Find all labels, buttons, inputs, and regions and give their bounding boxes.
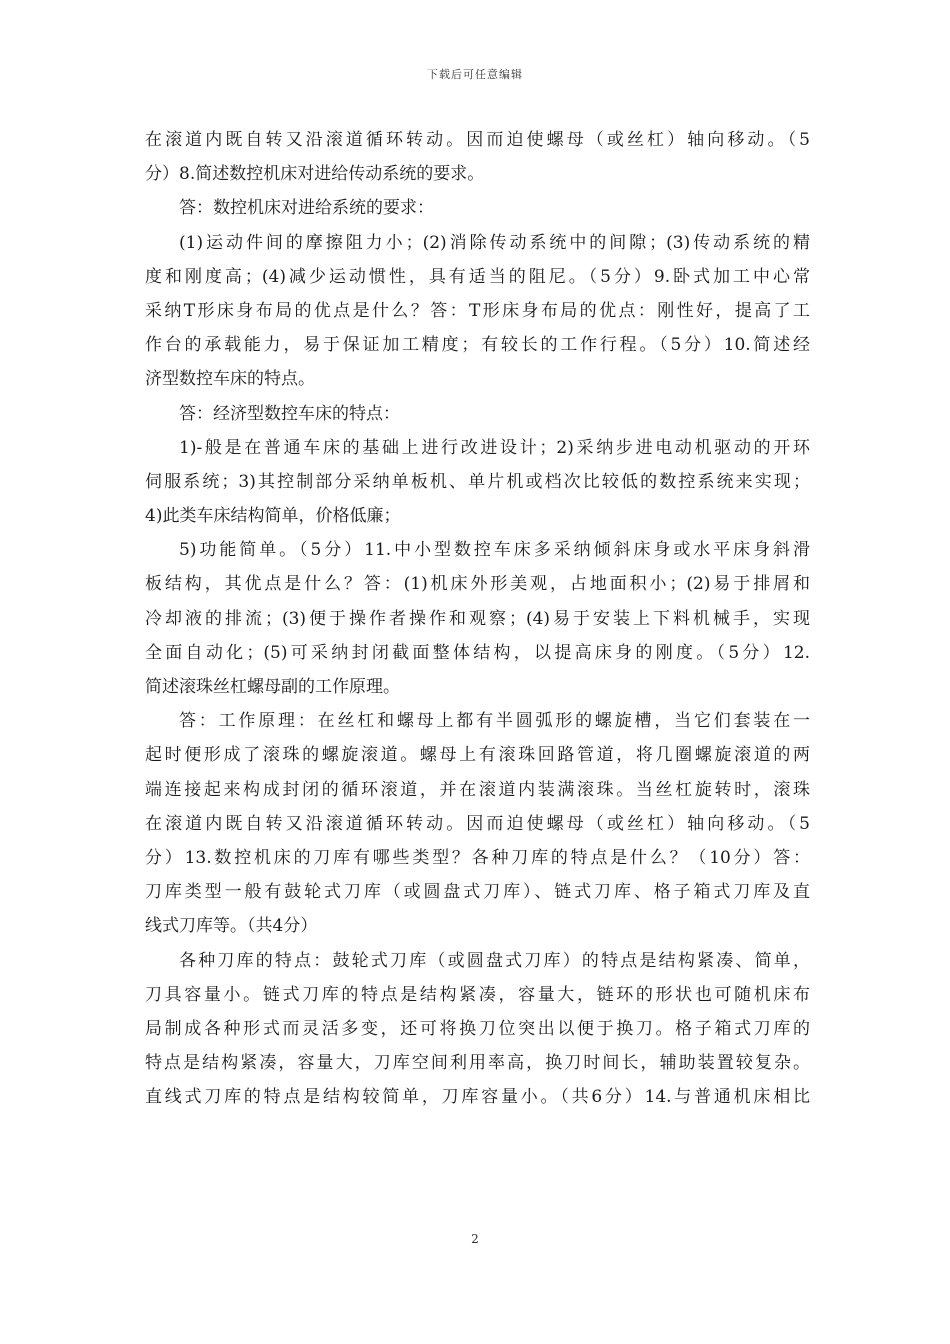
document-body	[145, 123, 810, 1114]
text-line: 端连接起来构成封闭的循环滚道，并在滚道内装满滚珠。当丝杠旋转时，滚珠	[145, 779, 810, 800]
page-number: 2	[471, 1232, 479, 1246]
text-line: 刀具容量小。链式刀库的特点是结构紧凑，容量大，链环的形状也可随机床布	[145, 984, 810, 1005]
text-line: 分）8.简述数控机床对进给传动系统的要求。	[145, 164, 485, 185]
text-line: 在滚道内既自转又沿滚道循环转动。因而迫使螺母（或丝杠）轴向移动。（5	[145, 130, 810, 150]
text-line: 板结构，其优点是什么？答：(1)机床外形美观，占地面积小；(2)易于排屑和	[145, 574, 810, 595]
text-line: 济型数控车床的特点。	[145, 369, 315, 390]
text-line: 答：数控机床对进给系统的要求：	[179, 198, 434, 219]
text-line: 分）13.数控机床的刀库有哪些类型？各种刀库的特点是什么？（10分）答：	[145, 847, 810, 868]
text-line: 度和刚度高；(4)减少运动惯性，具有适当的阻尼。（5分）9.卧式加工中心常	[145, 266, 810, 287]
text-line: 1)-般是在普通车床的基础上进行改进设计；2)采纳步进电动机驱动的开环	[179, 437, 810, 458]
text-line: 答：工作原理：在丝杠和螺母上都有半圆弧形的螺旋槽，当它们套装在一	[179, 711, 810, 732]
text-line: 冷却液的排流；(3)便于操作者操作和观察；(4)易于安装上下料机械手，实现	[145, 608, 810, 629]
text-line: 特点是结构紧凑，容量大，刀库空间利用率高，换刀时间长，辅助装置较复杂。	[145, 1053, 810, 1074]
text-line: 5)功能简单。（5分）11.中小型数控车床多采纳倾斜床身或水平床身斜滑	[179, 540, 810, 561]
text-line: 4)此类车床结构简单，价格低廉；	[145, 506, 401, 527]
text-line: 局制成各种形式而灵活多变，还可将换刀位突出以便于换刀。格子箱式刀库的	[145, 1018, 810, 1039]
text-line: 起时便形成了滚珠的螺旋滚道。螺母上有滚珠回路管道，将几圈螺旋滚道的两	[145, 745, 810, 766]
text-line: 各种刀库的特点：鼓轮式刀库（或圆盘式刀库）的特点是结构紧凑、简单，	[179, 950, 810, 971]
text-line: (1)运动件间的摩擦阻力小；(2)消除传动系统中的间隙；(3)传动系统的精	[179, 232, 810, 253]
text-line: 直线式刀库的特点是结构较简单，刀库容量小。（共6分）14.与普通机床相比	[145, 1087, 810, 1108]
text-line: 在滚道内既自转又沿滚道循环转动。因而迫使螺母（或丝杠）轴向移动。（5	[145, 813, 810, 834]
text-line: 全面自动化；(5)可采纳封闭截面整体结构，以提高床身的刚度。（5分）12.	[145, 642, 810, 663]
text-line: 答：经济型数控车床的特点：	[179, 403, 400, 424]
text-line: 刀库类型一般有鼓轮式刀库（或圆盘式刀库）、链式刀库、格子箱式刀库及直	[145, 882, 810, 903]
text-line: 伺服系统；3)其控制部分采纳单板机、单片机或档次比较低的数控系统来实现；	[145, 471, 810, 492]
text-line: 作台的承载能力，易于保证加工精度；有较长的工作行程。（5分）10.简述经	[145, 335, 810, 356]
text-line: 采纳T形床身布局的优点是什么？答：T形床身布局的优点：刚性好，提高了工	[145, 300, 810, 321]
page-header: 下载后可任意编辑	[427, 68, 523, 81]
text-line: 线式刀库等。（共4分）	[145, 916, 318, 937]
text-line: 简述滚珠丝杠螺母副的工作原理。	[145, 677, 400, 697]
